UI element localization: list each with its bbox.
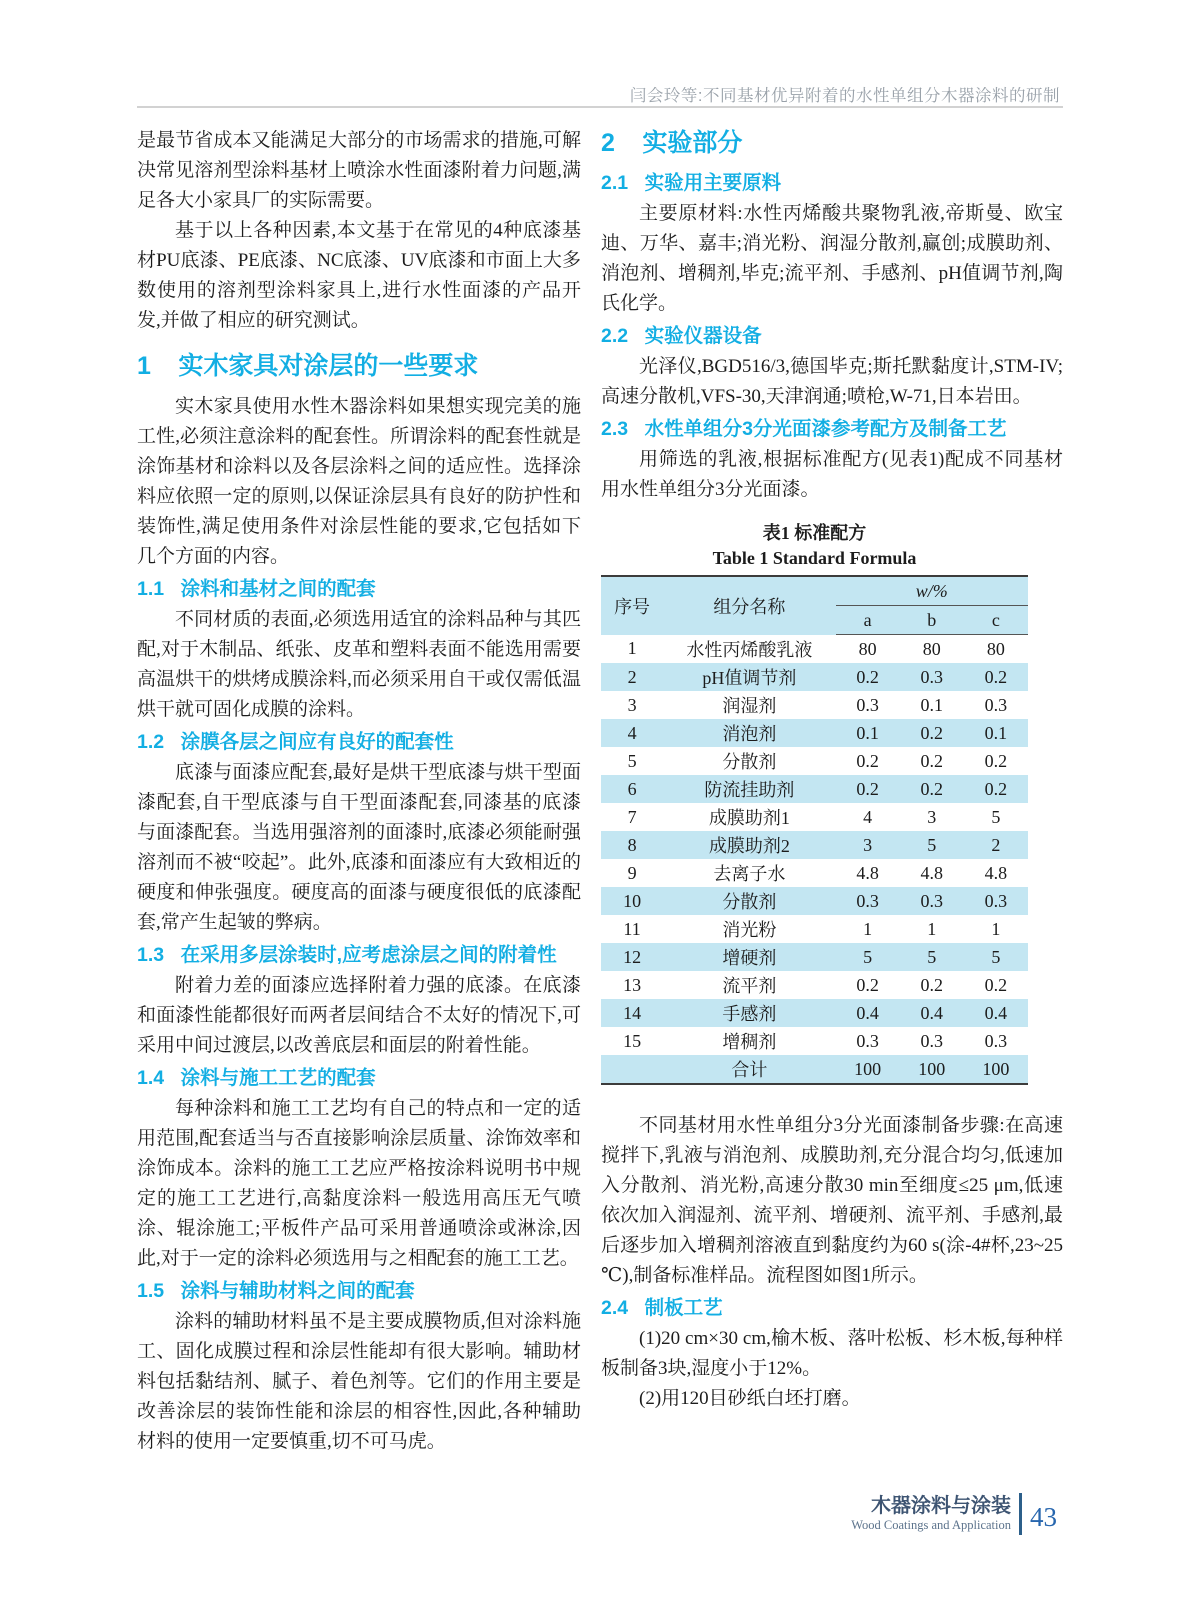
- header-divider: [137, 106, 1063, 108]
- table-cell: 15: [623, 1030, 642, 1051]
- table-cell: 消泡剂: [722, 724, 777, 744]
- table-cell: 14: [623, 1002, 642, 1023]
- left-column: [137, 126, 581, 1457]
- table-cell: 0.2: [856, 750, 879, 771]
- table-cell: 0.3: [856, 890, 879, 911]
- table-cell: 流平剂: [722, 976, 777, 996]
- table-subcol: b: [900, 606, 964, 635]
- table-cell: 10: [623, 890, 642, 911]
- table-cell: 4: [863, 806, 873, 827]
- subsection-2-1-paragraph: 主要原材料:水性丙烯酸共聚物乳液,帝斯曼、欧宝迪、万华、嘉丰;消光粉、润湿分散剂,赢创;成膜助剂、消泡剂、增稠剂,毕克;流平剂、手感剂、pH值调节剂,陶氏化学。: [601, 203, 1063, 314]
- table-cell: 0.2: [920, 974, 943, 995]
- table-row: [601, 635, 1028, 664]
- table-row: [601, 971, 1028, 999]
- table-cell: 0.3: [920, 666, 943, 687]
- subsection-1-4-heading: 1.4 涂料与施工工艺的配套: [137, 1067, 376, 1089]
- table-cell: 3: [863, 834, 873, 855]
- table-cell: 2: [627, 666, 637, 687]
- table-cell: 润湿剂: [722, 696, 777, 716]
- table-cell: 合计: [731, 1060, 768, 1080]
- table-cell: 100: [918, 1058, 946, 1079]
- table-cell: 0.2: [856, 974, 879, 995]
- table-cell: 4.8: [984, 862, 1008, 883]
- right-column: [601, 126, 1063, 1414]
- subsection-1-5-paragraph: 涂料的辅助材料虽不是主要成膜物质,但对涂料施工、固化成膜过程和涂层性能却有很大影响。辅助材料包括黏结剂、腻子、着色剂等。它们的作用主要是改善涂层的装饰性能和涂层的相容性,因此,各种辅助材料的使用一定要慎重,切不可马虎。: [137, 1311, 581, 1452]
- section-2-heading: [601, 126, 1063, 160]
- table-cell: 0.3: [984, 694, 1008, 715]
- table-cell: 成膜助剂2: [708, 836, 790, 856]
- table-cell: 0.2: [984, 666, 1008, 687]
- table-cell: 0.2: [984, 778, 1008, 799]
- table-cell: 0.1: [920, 694, 943, 715]
- footer-divider-bar: [1019, 1493, 1022, 1535]
- table-cell: 5: [627, 750, 637, 771]
- subsection-1-4-paragraph: 每种涂料和施工工艺均有自己的特点和一定的适用范围,配套适当与否直接影响涂层质量、涂饰效率和涂饰成本。涂料的施工工艺应严格按涂料说明书中规定的施工工艺进行,高黏度涂料一般选用高压无气喷涂、辊涂施工;平板件产品可采用普通喷涂或淋涂,因此,对于一定的涂料必须选用与之相配套的施工工艺。: [137, 1098, 581, 1269]
- table-row: [601, 691, 1028, 719]
- journal-name-zh: 木器涂料与涂装: [871, 1494, 1011, 1517]
- table-row: [601, 803, 1028, 831]
- table-cell: 0.2: [920, 722, 943, 743]
- table-cell: 0.4: [856, 1002, 879, 1023]
- table-cell: 0.2: [984, 750, 1008, 771]
- table-cell: pH值调节剂: [702, 668, 797, 688]
- table-cell: 4.8: [920, 862, 943, 883]
- subsection-1-5-heading: 1.5 涂料与辅助材料之间的配套: [137, 1280, 415, 1302]
- table-cell: 5: [991, 946, 1001, 967]
- table-title-en: Table 1 Standard Formula: [712, 548, 917, 568]
- table-cell: 0.3: [856, 694, 879, 715]
- page-body: [137, 126, 1063, 1457]
- subsection-1-1-heading: 1.1 涂料和基材之间的配套: [137, 578, 376, 600]
- table-cell: 水性丙烯酸乳液: [686, 639, 813, 660]
- table-cell: 1: [991, 918, 1001, 939]
- subsection-2-3-paragraph: 用筛选的乳液,根据标准配方(见表1)配成不同基材用水性单组分3分光面漆。: [601, 449, 1063, 500]
- section-1-heading: [137, 349, 581, 383]
- preparation-steps-paragraph: 不同基材用水性单组分3分光面漆制备步骤:在高速搅拌下,乳液与消泡剂、成膜助剂,充分混合均匀,低速加入分散剂、消光粉,高速分散30 min至细度≤25 μm,低速依次加入润湿剂、流平剂、增硬剂、流平剂、手感剂,最后逐步加入增稠剂溶液直到黏度约为60 s(涂-4#杯,23~25 ℃),制备标准样品。流程图如图1所示。: [601, 1115, 1063, 1286]
- table-cell: 增稠剂: [722, 1032, 777, 1052]
- table-cell: 3: [627, 694, 637, 715]
- running-head: 闫会玲等:不同基材优异附着的水性单组分木器涂料的研制: [629, 87, 1060, 105]
- table-cell: 80: [922, 638, 941, 659]
- table-row: [601, 999, 1028, 1027]
- paragraph-intro: 基于以上各种因素,本文基于在常见的4种底漆基材PU底漆、PE底漆、NC底漆、UV底漆和市面上大多数使用的溶剂型涂料家具上,进行水性面漆的产品开发,并做了相应的研究测试。: [137, 220, 581, 331]
- table-cell: 6: [627, 778, 637, 799]
- table-cell: 1: [627, 638, 637, 659]
- table-cell: 分散剂: [722, 892, 777, 912]
- subsection-1-1-paragraph: 不同材质的表面,必须选用适宜的涂料品种与其匹配,对于木制品、纸张、皮革和塑料表面不能选用需要高温烘干的烘烤成膜涂料,而必须采用自干或仅需低温烘干就可固化成膜的涂料。: [137, 609, 581, 720]
- section-1-title: 实木家具对涂层的一些要求: [178, 352, 479, 380]
- table-cell: 2: [991, 834, 1001, 855]
- section-2-title: 实验部分: [642, 129, 743, 157]
- table-cell: 5: [927, 946, 937, 967]
- table-cell: 80: [858, 638, 877, 659]
- table-cell: 0.3: [920, 1030, 943, 1051]
- table-cell: 0.3: [856, 1030, 879, 1051]
- table-cell: 4: [627, 722, 637, 743]
- table-cell: 11: [623, 918, 641, 939]
- journal-name-en: Wood Coatings and Application: [851, 1517, 1011, 1532]
- page-footer: [851, 1490, 1057, 1538]
- subsection-1-2-heading: 1.2 涂膜各层之间应有良好的配套性: [137, 731, 454, 753]
- table-cell: 去离子水: [713, 864, 786, 884]
- table-row: [601, 943, 1028, 971]
- subsection-2-4-item-2: (2)用120目砂纸白坯打磨。: [639, 1388, 861, 1409]
- table-cell: 防流挂助剂: [704, 780, 795, 800]
- table-row: [601, 915, 1028, 943]
- table-row: [601, 719, 1028, 747]
- col-header-w-percent: w/%: [836, 576, 1028, 606]
- table-subcol: a: [836, 606, 900, 635]
- table-cell: 0.3: [984, 1030, 1008, 1051]
- table-cell: 0.1: [856, 722, 879, 743]
- journal-name: [851, 1495, 1011, 1534]
- table-cell: 0.2: [920, 778, 943, 799]
- table-cell: 8: [627, 834, 637, 855]
- subsection-2-2-heading: 2.2 实验仪器设备: [601, 325, 762, 347]
- table-cell: 分散剂: [722, 752, 777, 772]
- table-cell: 0.4: [920, 1002, 943, 1023]
- subsection-2-4-item-1: (1)20 cm×30 cm,榆木板、落叶松板、杉木板,每种样板制备3块,湿度小于12%。: [601, 1328, 1063, 1379]
- table-row: [601, 1027, 1028, 1055]
- table-cell: 1: [927, 918, 937, 939]
- table-cell: 12: [623, 946, 642, 967]
- table-cell: 0.1: [984, 722, 1008, 743]
- table-1-standard-formula: [601, 521, 1063, 1085]
- col-header-no: 序号: [614, 596, 651, 617]
- section-2-number: 2: [601, 129, 615, 157]
- subsection-2-1-heading: 2.1 实验用主要原料: [601, 172, 782, 194]
- subsection-1-3-paragraph: 附着力差的面漆应选择附着力强的底漆。在底漆和面漆性能都很好而两者层间结合不太好的情况下,可采用中间过渡层,以改善底层和面层的附着性能。: [137, 975, 581, 1056]
- table-cell: 增硬剂: [722, 948, 777, 968]
- table-title-zh: 表1 标准配方: [762, 523, 867, 543]
- table-cell: 5: [991, 806, 1001, 827]
- table-cell: 0.2: [856, 666, 879, 687]
- page-number: 43: [1030, 1502, 1057, 1532]
- table-cell: 4.8: [856, 862, 879, 883]
- table-cell: 100: [854, 1058, 882, 1079]
- subsection-1-3-heading: 1.3 在采用多层涂装时,应考虑涂层之间的附着性: [137, 944, 557, 966]
- table-cell: [601, 1055, 663, 1084]
- table-cell: 80: [986, 638, 1005, 659]
- table-row: [601, 1055, 1028, 1084]
- subsection-2-3-heading: 2.3 水性单组分3分光面漆参考配方及制备工艺: [601, 418, 1007, 440]
- table-row: [601, 747, 1028, 775]
- table-cell: 5: [863, 946, 873, 967]
- table-header: [601, 576, 1028, 635]
- table-cell: 100: [982, 1058, 1010, 1079]
- table-subcol: c: [964, 606, 1028, 635]
- table-cell: 7: [627, 806, 637, 827]
- table-cell: 0.3: [984, 890, 1008, 911]
- subsection-2-2-paragraph: 光泽仪,BGD516/3,德国毕克;斯托默黏度计,STM-IV;高速分散机,VFS-30,天津润通;喷枪,W-71,日本岩田。: [601, 356, 1063, 407]
- table-cell: 1: [863, 918, 873, 939]
- table-row: [601, 887, 1028, 915]
- table-cell: 手感剂: [722, 1004, 777, 1024]
- table-cell: 13: [623, 974, 642, 995]
- table-cell: 消光粉: [722, 920, 777, 940]
- subsection-1-2-paragraph: 底漆与面漆应配套,最好是烘干型底漆与烘干型面漆配套,自干型底漆与自干型面漆配套,同漆基的底漆与面漆配套。当选用强溶剂的面漆时,底漆必须能耐强溶剂而不被“咬起”。此外,底漆和面漆应有大致相近的硬度和伸张强度。硬度高的面漆与硬度很低的底漆配套,常产生起皱的弊病。: [137, 762, 581, 933]
- table-cell: 0.2: [856, 778, 879, 799]
- paragraph-intro-continued: 是最节省成本又能满足大部分的市场需求的措施,可解决常见溶剂型涂料基材上喷涂水性面漆附着力问题,满足各大小家具厂的实际需要。: [137, 130, 581, 211]
- col-header-name: 组分名称: [713, 596, 786, 617]
- table-body: [601, 635, 1028, 1085]
- table-row: [601, 859, 1028, 887]
- table-row: [601, 775, 1028, 803]
- table-cell: 0.4: [984, 1002, 1008, 1023]
- table-cell: 成膜助剂1: [708, 808, 790, 828]
- table-cell: 9: [627, 862, 637, 883]
- table-cell: 0.2: [920, 750, 943, 771]
- table-cell: 0.3: [920, 890, 943, 911]
- section-1-number: 1: [137, 352, 151, 380]
- table-row: [601, 663, 1028, 691]
- subsection-2-4-heading: 2.4 制板工艺: [601, 1297, 723, 1319]
- table-cell: 5: [927, 834, 937, 855]
- table-cell: 0.2: [984, 974, 1008, 995]
- table-row: [601, 831, 1028, 859]
- section-1-paragraph: 实木家具使用水性木器涂料如果想实现完美的施工性,必须注意涂料的配套性。所谓涂料的配套性就是涂饰基材和涂料以及各层涂料之间的适应性。选择涂料应依照一定的原则,以保证涂层具有良好的防护性和装饰性,满足使用条件对涂层性能的要求,它包括如下几个方面的内容。: [137, 396, 581, 567]
- table-cell: 3: [927, 806, 937, 827]
- formula-table: [601, 575, 1028, 1085]
